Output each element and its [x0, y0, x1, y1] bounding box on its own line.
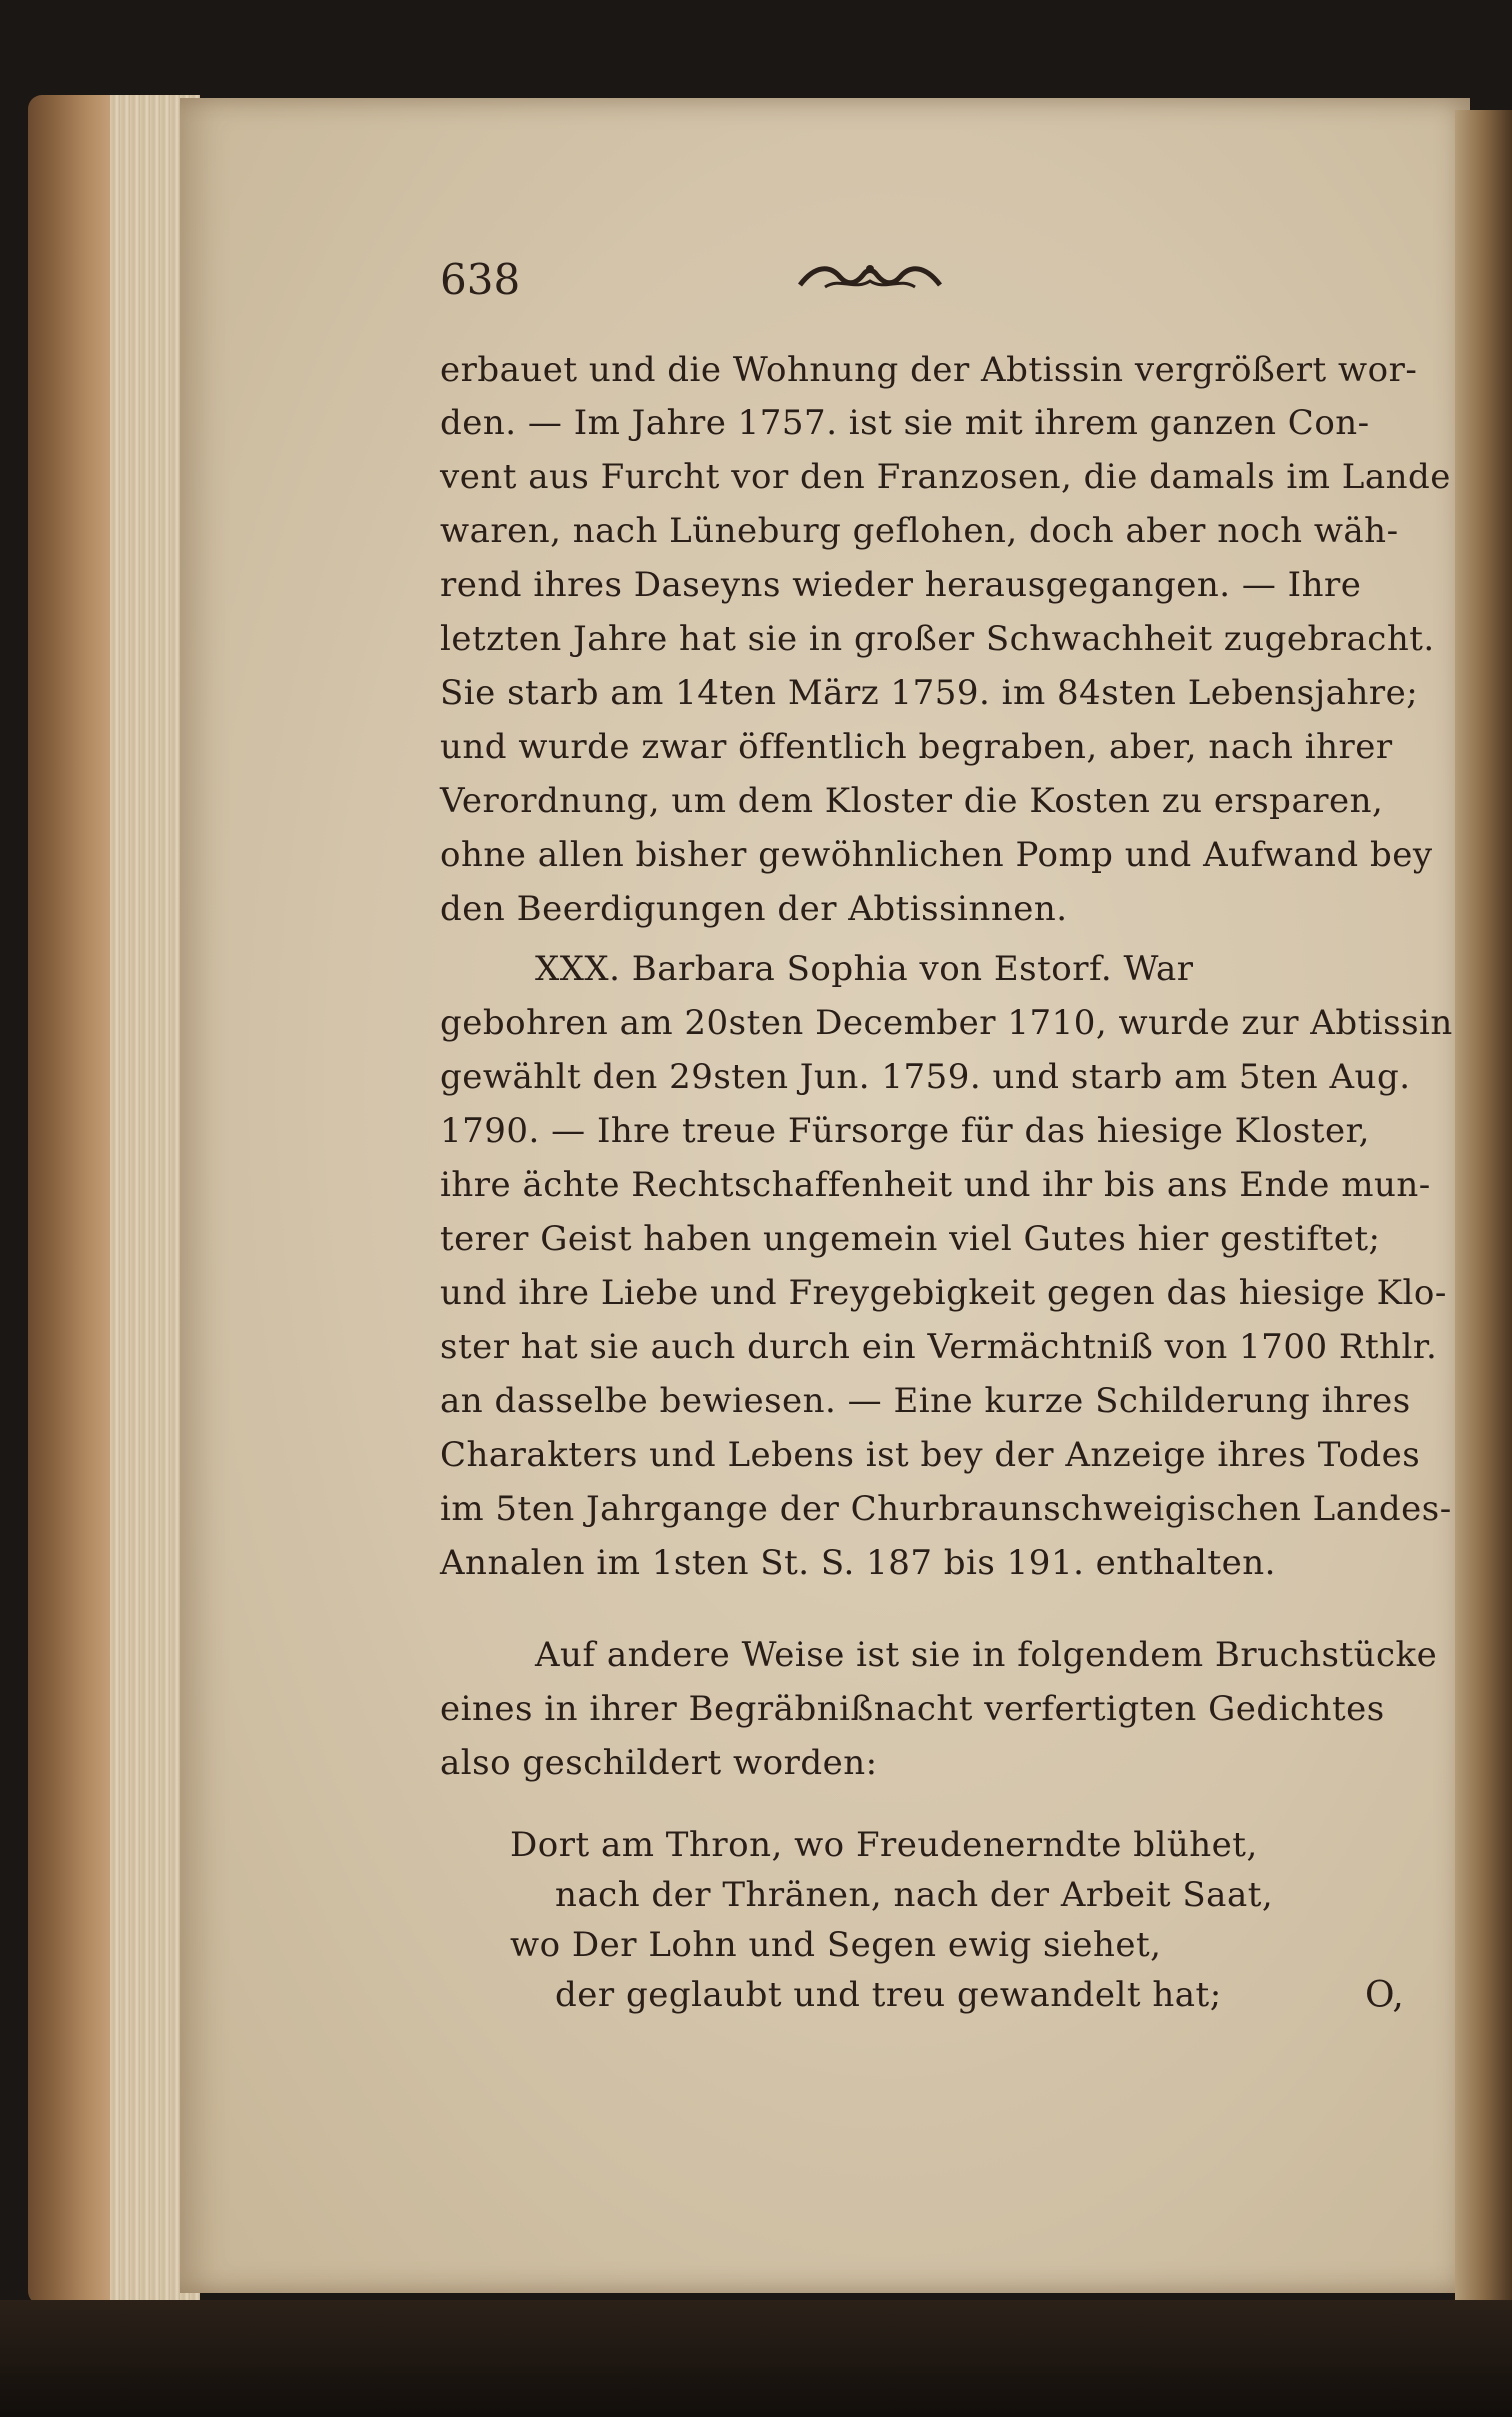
- text-line: Annalen im 1sten St. S. 187 bis 191. enthalten.: [440, 1543, 1276, 1583]
- book-right-edge: [1455, 110, 1512, 2310]
- text-line: erbauet und die Wohnung der Abtissin vergrößert wor-: [440, 350, 1418, 390]
- text-line: und wurde zwar öffentlich begraben, aber, nach ihrer: [440, 727, 1393, 767]
- catchword: O,: [1365, 1975, 1404, 2016]
- text-line: Verordnung, um dem Kloster die Kosten zu ersparen,: [440, 781, 1384, 821]
- text-line: gewählt den 29sten Jun. 1759. und starb am 5ten Aug.: [440, 1057, 1411, 1097]
- text-line: eines in ihrer Begräbnißnacht verfertigten Gedichtes: [440, 1689, 1385, 1729]
- text-line: und ihre Liebe und Freygebigkeit gegen das hiesige Klo-: [440, 1273, 1447, 1313]
- text-line: terer Geist haben ungemein viel Gutes hier gestiftet;: [440, 1219, 1381, 1259]
- text-line: im 5ten Jahrgange der Churbraunschweigischen Landes-: [440, 1489, 1452, 1529]
- text-line: letzten Jahre hat sie in großer Schwachheit zugebracht.: [440, 619, 1435, 659]
- page-header: [440, 255, 1440, 325]
- text-line: den Beerdigungen der Abtissinnen.: [440, 889, 1068, 929]
- text-line: rend ihres Daseyns wieder herausgegangen. — Ihre: [440, 565, 1362, 605]
- verse-line: der geglaubt und treu gewandelt hat;: [555, 1975, 1222, 2015]
- text-line: ohne allen bisher gewöhnlichen Pomp und Aufwand bey: [440, 835, 1433, 875]
- text-line: an dasselbe bewiesen. — Eine kurze Schilderung ihres: [440, 1381, 1411, 1421]
- section-heading: XXX. Barbara Sophia von Estorf. War: [535, 949, 1194, 989]
- text-line: ster hat sie auch durch ein Vermächtniß von 1700 Rthlr.: [440, 1327, 1438, 1367]
- text-line: Sie starb am 14ten März 1759. im 84sten Lebensjahre;: [440, 673, 1419, 713]
- text-line: vent aus Furcht vor den Franzosen, die damals im Lande: [440, 457, 1451, 497]
- text-line: Charakters und Lebens ist bey der Anzeige ihres Todes: [440, 1435, 1421, 1475]
- text-line: Auf andere Weise ist sie in folgendem Bruchstücke: [535, 1635, 1438, 1675]
- ornament-icon: [795, 255, 945, 299]
- text-line: waren, nach Lüneburg geflohen, doch aber noch wäh-: [440, 511, 1399, 551]
- verse-line: wo Der Lohn und Segen ewig siehet,: [510, 1925, 1162, 1965]
- text-line: 1790. — Ihre treue Fürsorge für das hiesige Kloster,: [440, 1111, 1370, 1151]
- verse-line: Dort am Thron, wo Freudenerndte blühet,: [510, 1825, 1258, 1865]
- page-number: 638: [440, 255, 521, 304]
- text-line: ihre ächte Rechtschaffenheit und ihr bis ans Ende mun-: [440, 1165, 1431, 1205]
- text-line: gebohren am 20sten December 1710, wurde zur Abtissin: [440, 1003, 1453, 1043]
- background-shadow: [0, 2300, 1512, 2417]
- text-line: den. — Im Jahre 1757. ist sie mit ihrem ganzen Con-: [440, 403, 1370, 443]
- text-line: also geschildert worden:: [440, 1743, 878, 1783]
- verse-line: nach der Thränen, nach der Arbeit Saat,: [555, 1875, 1274, 1915]
